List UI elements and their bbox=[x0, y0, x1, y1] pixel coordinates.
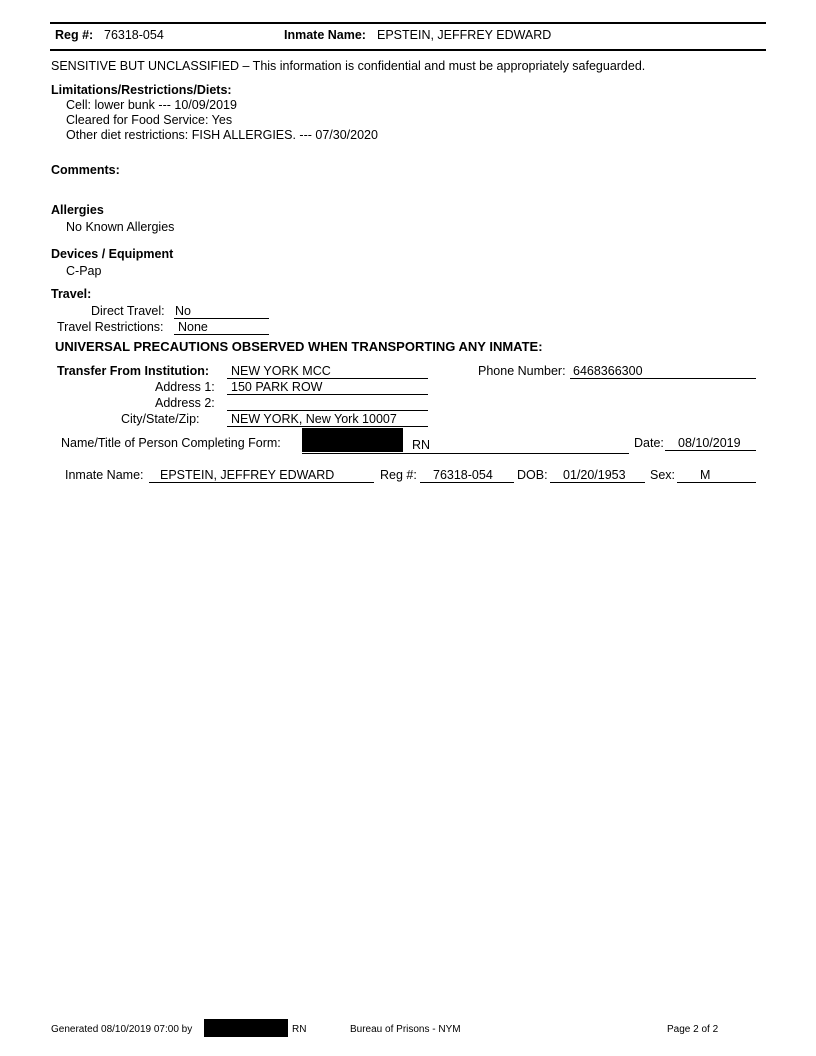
header-name-label: Inmate Name: bbox=[284, 28, 366, 42]
phone-value: 6468366300 bbox=[573, 364, 643, 378]
travel-restrictions-value: None bbox=[178, 320, 208, 334]
city-value: NEW YORK, New York 10007 bbox=[231, 412, 397, 426]
inmate-line-reg-value: 76318-054 bbox=[433, 468, 493, 482]
address2-label: Address 2: bbox=[155, 396, 215, 410]
city-label: City/State/Zip: bbox=[121, 412, 200, 426]
footer-agency: Bureau of Prisons - NYM bbox=[350, 1024, 461, 1035]
address2-underline bbox=[227, 410, 428, 411]
limitation-item: Cleared for Food Service: Yes bbox=[66, 113, 233, 127]
inmate-line-dob-underline bbox=[550, 482, 645, 483]
address1-value: 150 PARK ROW bbox=[231, 380, 323, 394]
address1-label: Address 1: bbox=[155, 380, 215, 394]
phone-underline bbox=[570, 378, 756, 379]
direct-travel-underline bbox=[174, 318, 269, 319]
header-top-rule bbox=[50, 22, 766, 24]
allergies-heading: Allergies bbox=[51, 203, 104, 217]
phone-label: Phone Number: bbox=[478, 364, 566, 378]
inmate-line-reg-label: Reg #: bbox=[380, 468, 417, 482]
devices-heading: Devices / Equipment bbox=[51, 247, 174, 261]
header-reg-value: 76318-054 bbox=[104, 28, 164, 42]
travel-restrictions-underline bbox=[174, 334, 269, 335]
inmate-line-dob-value: 01/20/1953 bbox=[563, 468, 626, 482]
footer-page-number: Page 2 of 2 bbox=[667, 1024, 719, 1035]
inmate-line-name-label: Inmate Name: bbox=[65, 468, 144, 482]
date-value: 08/10/2019 bbox=[678, 436, 741, 450]
completion-underline bbox=[302, 453, 629, 454]
redaction-bar bbox=[302, 428, 403, 452]
inmate-line-name-value: EPSTEIN, JEFFREY EDWARD bbox=[160, 468, 335, 482]
completion-label: Name/Title of Person Completing Form: bbox=[61, 436, 281, 450]
date-underline bbox=[665, 450, 756, 451]
confidentiality-notice: SENSITIVE BUT UNCLASSIFIED – This information is confidential and must be appropriately safeguarded. bbox=[51, 59, 646, 73]
footer-generated: Generated 08/10/2019 07:00 by bbox=[51, 1024, 193, 1035]
allergies-value: No Known Allergies bbox=[66, 220, 175, 234]
direct-travel-value: No bbox=[175, 304, 191, 318]
city-underline bbox=[227, 426, 428, 427]
precautions-heading: UNIVERSAL PRECAUTIONS OBSERVED WHEN TRANSPORTING ANY INMATE: bbox=[55, 339, 543, 354]
inmate-line-dob-label: DOB: bbox=[517, 468, 548, 482]
footer-redaction-bar bbox=[204, 1019, 288, 1037]
limitation-item: Cell: lower bunk --- 10/09/2019 bbox=[66, 98, 237, 112]
inmate-line-name-underline bbox=[149, 482, 374, 483]
direct-travel-label: Direct Travel: bbox=[91, 304, 165, 318]
inmate-line-sex-label: Sex: bbox=[650, 468, 676, 482]
date-label: Date: bbox=[634, 436, 664, 450]
travel-restrictions-label: Travel Restrictions: bbox=[57, 320, 164, 334]
completion-title: RN bbox=[412, 438, 431, 452]
inmate-line-sex-underline bbox=[677, 482, 756, 483]
transfer-institution-label: Transfer From Institution: bbox=[57, 364, 210, 378]
institution-underline bbox=[227, 378, 428, 379]
limitation-item: Other diet restrictions: FISH ALLERGIES. --- 07/30/2020 bbox=[66, 128, 378, 142]
footer-title: RN bbox=[292, 1024, 307, 1035]
transfer-institution-value: NEW YORK MCC bbox=[231, 364, 331, 378]
limitations-heading: Limitations/Restrictions/Diets: bbox=[51, 83, 232, 97]
inmate-line-sex-value: M bbox=[700, 468, 711, 482]
inmate-line-reg-underline bbox=[420, 482, 514, 483]
travel-heading: Travel: bbox=[51, 287, 92, 301]
header-reg-label: Reg #: bbox=[55, 28, 94, 42]
header-bottom-rule bbox=[50, 49, 766, 51]
devices-value: C-Pap bbox=[66, 264, 102, 278]
header-name-value: EPSTEIN, JEFFREY EDWARD bbox=[377, 28, 552, 42]
address1-underline bbox=[227, 394, 428, 395]
comments-heading: Comments: bbox=[51, 163, 120, 177]
